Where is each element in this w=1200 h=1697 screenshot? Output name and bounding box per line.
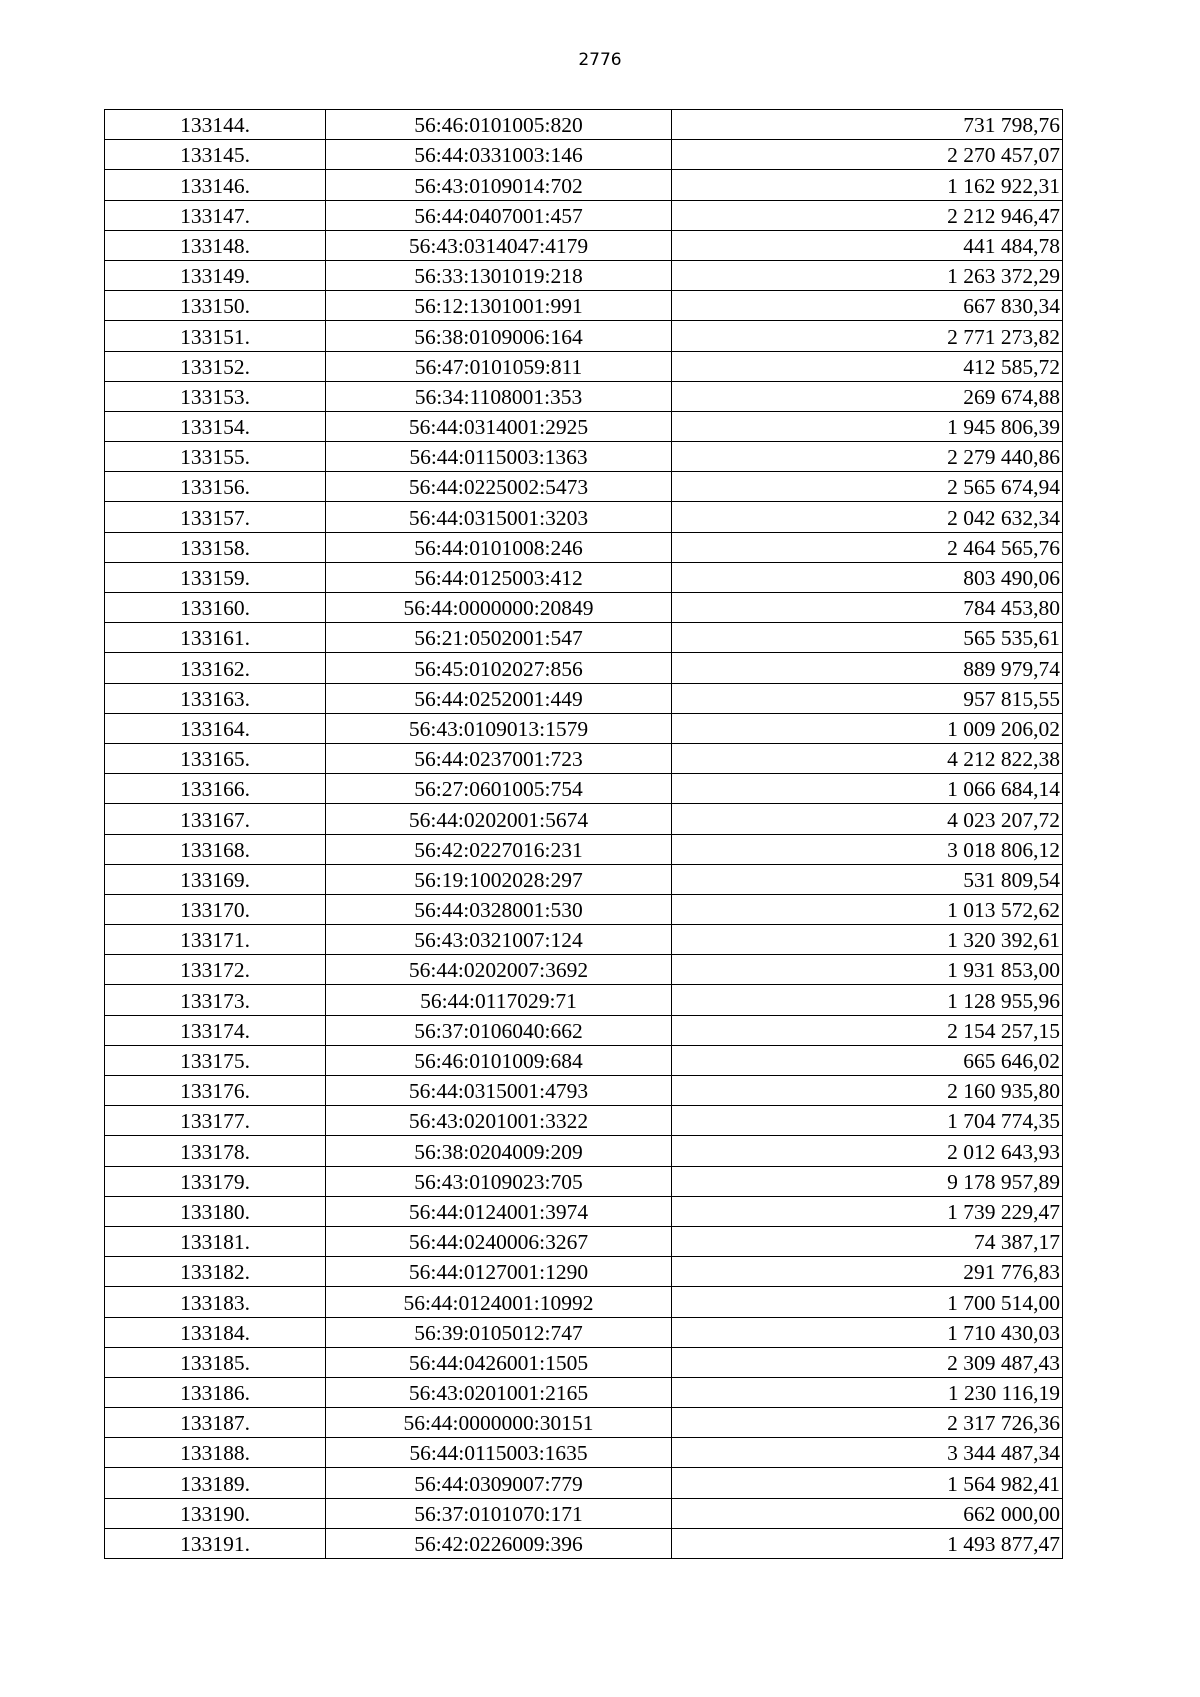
- table-row: [105, 1136, 1063, 1166]
- table-row: [105, 502, 1063, 532]
- row-number-cell: 133150.: [105, 291, 326, 321]
- cadastral-number-cell: 56:37:0106040:662: [326, 1015, 672, 1045]
- value-cell: 784 453,80: [672, 593, 1063, 623]
- value-cell: 2 270 457,07: [672, 140, 1063, 170]
- value-cell: 2 160 935,80: [672, 1076, 1063, 1106]
- cadastral-number-cell: 56:42:0226009:396: [326, 1528, 672, 1558]
- registry-table: [104, 109, 1063, 1559]
- cadastral-number-cell: 56:43:0109014:702: [326, 170, 672, 200]
- row-number-cell: 133175.: [105, 1045, 326, 1075]
- row-number-cell: 133153.: [105, 381, 326, 411]
- value-cell: 3 018 806,12: [672, 834, 1063, 864]
- page-number: 2776: [578, 50, 622, 70]
- row-number-cell: 133179.: [105, 1166, 326, 1196]
- table-row: [105, 1287, 1063, 1317]
- value-cell: 1 066 684,14: [672, 774, 1063, 804]
- value-cell: 665 646,02: [672, 1045, 1063, 1075]
- cadastral-number-cell: 56:44:0237001:723: [326, 743, 672, 773]
- row-number-cell: 133180.: [105, 1196, 326, 1226]
- value-cell: 2 309 487,43: [672, 1347, 1063, 1377]
- value-cell: 4 023 207,72: [672, 804, 1063, 834]
- value-cell: 1 931 853,00: [672, 955, 1063, 985]
- value-cell: 662 000,00: [672, 1498, 1063, 1528]
- cadastral-number-cell: 56:44:0331003:146: [326, 140, 672, 170]
- value-cell: 1 128 955,96: [672, 985, 1063, 1015]
- table-row: [105, 713, 1063, 743]
- table-row: [105, 593, 1063, 623]
- value-cell: 9 178 957,89: [672, 1166, 1063, 1196]
- row-number-cell: 133159.: [105, 562, 326, 592]
- table-row: [105, 140, 1063, 170]
- table-row: [105, 1468, 1063, 1498]
- table-row: [105, 834, 1063, 864]
- table-row: [105, 774, 1063, 804]
- cadastral-number-cell: 56:44:0426001:1505: [326, 1347, 672, 1377]
- table-row: [105, 170, 1063, 200]
- row-number-cell: 133164.: [105, 713, 326, 743]
- cadastral-number-cell: 56:44:0315001:4793: [326, 1076, 672, 1106]
- cadastral-number-cell: 56:43:0109023:705: [326, 1166, 672, 1196]
- value-cell: 2 042 632,34: [672, 502, 1063, 532]
- row-number-cell: 133144.: [105, 110, 326, 140]
- row-number-cell: 133176.: [105, 1076, 326, 1106]
- table-row: [105, 1076, 1063, 1106]
- cadastral-number-cell: 56:44:0202007:3692: [326, 955, 672, 985]
- row-number-cell: 133163.: [105, 683, 326, 713]
- value-cell: 2 279 440,86: [672, 442, 1063, 472]
- table-row: [105, 1106, 1063, 1136]
- cadastral-number-cell: 56:43:0201001:3322: [326, 1106, 672, 1136]
- row-number-cell: 133186.: [105, 1377, 326, 1407]
- registry-table-body: [105, 110, 1063, 1559]
- cadastral-number-cell: 56:44:0124001:3974: [326, 1196, 672, 1226]
- value-cell: 1 739 229,47: [672, 1196, 1063, 1226]
- table-row: [105, 381, 1063, 411]
- table-row: [105, 804, 1063, 834]
- value-cell: 291 776,83: [672, 1257, 1063, 1287]
- cadastral-number-cell: 56:38:0204009:209: [326, 1136, 672, 1166]
- row-number-cell: 133161.: [105, 623, 326, 653]
- table-row: [105, 532, 1063, 562]
- value-cell: 565 535,61: [672, 623, 1063, 653]
- row-number-cell: 133188.: [105, 1438, 326, 1468]
- table-row: [105, 1498, 1063, 1528]
- cadastral-number-cell: 56:44:0101008:246: [326, 532, 672, 562]
- row-number-cell: 133190.: [105, 1498, 326, 1528]
- cadastral-number-cell: 56:44:0124001:10992: [326, 1287, 672, 1317]
- row-number-cell: 133177.: [105, 1106, 326, 1136]
- row-number-cell: 133148.: [105, 230, 326, 260]
- table-row: [105, 864, 1063, 894]
- table-row: [105, 623, 1063, 653]
- table-row: [105, 1196, 1063, 1226]
- table-row: [105, 260, 1063, 290]
- value-cell: 441 484,78: [672, 230, 1063, 260]
- cadastral-number-cell: 56:44:0202001:5674: [326, 804, 672, 834]
- value-cell: 3 344 487,34: [672, 1438, 1063, 1468]
- cadastral-number-cell: 56:44:0000000:20849: [326, 593, 672, 623]
- row-number-cell: 133145.: [105, 140, 326, 170]
- row-number-cell: 133172.: [105, 955, 326, 985]
- value-cell: 1 320 392,61: [672, 925, 1063, 955]
- table-row: [105, 743, 1063, 773]
- cadastral-number-cell: 56:46:0101005:820: [326, 110, 672, 140]
- table-row: [105, 110, 1063, 140]
- cadastral-number-cell: 56:44:0115003:1363: [326, 442, 672, 472]
- row-number-cell: 133156.: [105, 472, 326, 502]
- table-row: [105, 1226, 1063, 1256]
- value-cell: 1 013 572,62: [672, 894, 1063, 924]
- row-number-cell: 133191.: [105, 1528, 326, 1558]
- table-row: [105, 985, 1063, 1015]
- row-number-cell: 133167.: [105, 804, 326, 834]
- value-cell: 1 945 806,39: [672, 411, 1063, 441]
- cadastral-number-cell: 56:19:1002028:297: [326, 864, 672, 894]
- row-number-cell: 133189.: [105, 1468, 326, 1498]
- table-row: [105, 1015, 1063, 1045]
- value-cell: 1 230 116,19: [672, 1377, 1063, 1407]
- row-number-cell: 133173.: [105, 985, 326, 1015]
- cadastral-number-cell: 56:12:1301001:991: [326, 291, 672, 321]
- table-row: [105, 562, 1063, 592]
- value-cell: 889 979,74: [672, 653, 1063, 683]
- row-number-cell: 133184.: [105, 1317, 326, 1347]
- cadastral-number-cell: 56:44:0407001:457: [326, 200, 672, 230]
- cadastral-number-cell: 56:33:1301019:218: [326, 260, 672, 290]
- cadastral-number-cell: 56:38:0109006:164: [326, 321, 672, 351]
- value-cell: 2 212 946,47: [672, 200, 1063, 230]
- row-number-cell: 133152.: [105, 351, 326, 381]
- row-number-cell: 133147.: [105, 200, 326, 230]
- cadastral-number-cell: 56:46:0101009:684: [326, 1045, 672, 1075]
- row-number-cell: 133178.: [105, 1136, 326, 1166]
- table-row: [105, 925, 1063, 955]
- table-row: [105, 1317, 1063, 1347]
- cadastral-number-cell: 56:44:0127001:1290: [326, 1257, 672, 1287]
- value-cell: 269 674,88: [672, 381, 1063, 411]
- value-cell: 957 815,55: [672, 683, 1063, 713]
- row-number-cell: 133171.: [105, 925, 326, 955]
- value-cell: 74 387,17: [672, 1226, 1063, 1256]
- table-row: [105, 1045, 1063, 1075]
- value-cell: 2 464 565,76: [672, 532, 1063, 562]
- row-number-cell: 133174.: [105, 1015, 326, 1045]
- value-cell: 2 317 726,36: [672, 1408, 1063, 1438]
- cadastral-number-cell: 56:44:0315001:3203: [326, 502, 672, 532]
- value-cell: 1 162 922,31: [672, 170, 1063, 200]
- table-row: [105, 1166, 1063, 1196]
- table-row: [105, 411, 1063, 441]
- row-number-cell: 133165.: [105, 743, 326, 773]
- row-number-cell: 133181.: [105, 1226, 326, 1256]
- table-row: [105, 442, 1063, 472]
- row-number-cell: 133183.: [105, 1287, 326, 1317]
- table-row: [105, 1528, 1063, 1558]
- table-row: [105, 1347, 1063, 1377]
- value-cell: 1 700 514,00: [672, 1287, 1063, 1317]
- table-row: [105, 351, 1063, 381]
- cadastral-number-cell: 56:44:0117029:71: [326, 985, 672, 1015]
- cadastral-number-cell: 56:44:0328001:530: [326, 894, 672, 924]
- row-number-cell: 133185.: [105, 1347, 326, 1377]
- table-row: [105, 200, 1063, 230]
- row-number-cell: 133187.: [105, 1408, 326, 1438]
- cadastral-number-cell: 56:45:0102027:856: [326, 653, 672, 683]
- table-row: [105, 1377, 1063, 1407]
- table-row: [105, 1408, 1063, 1438]
- value-cell: 667 830,34: [672, 291, 1063, 321]
- cadastral-number-cell: 56:43:0321007:124: [326, 925, 672, 955]
- row-number-cell: 133169.: [105, 864, 326, 894]
- value-cell: 1 263 372,29: [672, 260, 1063, 290]
- row-number-cell: 133182.: [105, 1257, 326, 1287]
- row-number-cell: 133155.: [105, 442, 326, 472]
- value-cell: 2 771 273,82: [672, 321, 1063, 351]
- cadastral-number-cell: 56:43:0201001:2165: [326, 1377, 672, 1407]
- table-row: [105, 894, 1063, 924]
- cadastral-number-cell: 56:44:0000000:30151: [326, 1408, 672, 1438]
- table-row: [105, 291, 1063, 321]
- value-cell: 1 710 430,03: [672, 1317, 1063, 1347]
- cadastral-number-cell: 56:47:0101059:811: [326, 351, 672, 381]
- table-row: [105, 472, 1063, 502]
- table-row: [105, 321, 1063, 351]
- cadastral-number-cell: 56:44:0309007:779: [326, 1468, 672, 1498]
- value-cell: 1 564 982,41: [672, 1468, 1063, 1498]
- value-cell: 1 704 774,35: [672, 1106, 1063, 1136]
- row-number-cell: 133146.: [105, 170, 326, 200]
- cadastral-number-cell: 56:44:0115003:1635: [326, 1438, 672, 1468]
- row-number-cell: 133157.: [105, 502, 326, 532]
- cadastral-number-cell: 56:27:0601005:754: [326, 774, 672, 804]
- row-number-cell: 133158.: [105, 532, 326, 562]
- cadastral-number-cell: 56:39:0105012:747: [326, 1317, 672, 1347]
- row-number-cell: 133170.: [105, 894, 326, 924]
- cadastral-number-cell: 56:44:0240006:3267: [326, 1226, 672, 1256]
- table-row: [105, 683, 1063, 713]
- table-row: [105, 1257, 1063, 1287]
- cadastral-number-cell: 56:44:0252001:449: [326, 683, 672, 713]
- table-row: [105, 230, 1063, 260]
- cadastral-number-cell: 56:44:0225002:5473: [326, 472, 672, 502]
- cadastral-number-cell: 56:21:0502001:547: [326, 623, 672, 653]
- value-cell: 412 585,72: [672, 351, 1063, 381]
- cadastral-number-cell: 56:44:0314001:2925: [326, 411, 672, 441]
- table-row: [105, 1438, 1063, 1468]
- value-cell: 2 565 674,94: [672, 472, 1063, 502]
- cadastral-number-cell: 56:42:0227016:231: [326, 834, 672, 864]
- value-cell: 2 154 257,15: [672, 1015, 1063, 1045]
- value-cell: 531 809,54: [672, 864, 1063, 894]
- row-number-cell: 133149.: [105, 260, 326, 290]
- cadastral-number-cell: 56:43:0109013:1579: [326, 713, 672, 743]
- cadastral-number-cell: 56:44:0125003:412: [326, 562, 672, 592]
- row-number-cell: 133154.: [105, 411, 326, 441]
- row-number-cell: 133168.: [105, 834, 326, 864]
- value-cell: 2 012 643,93: [672, 1136, 1063, 1166]
- value-cell: 731 798,76: [672, 110, 1063, 140]
- value-cell: 4 212 822,38: [672, 743, 1063, 773]
- table-row: [105, 955, 1063, 985]
- row-number-cell: 133162.: [105, 653, 326, 683]
- value-cell: 803 490,06: [672, 562, 1063, 592]
- row-number-cell: 133166.: [105, 774, 326, 804]
- value-cell: 1 493 877,47: [672, 1528, 1063, 1558]
- value-cell: 1 009 206,02: [672, 713, 1063, 743]
- row-number-cell: 133160.: [105, 593, 326, 623]
- table-row: [105, 653, 1063, 683]
- row-number-cell: 133151.: [105, 321, 326, 351]
- cadastral-number-cell: 56:34:1108001:353: [326, 381, 672, 411]
- cadastral-number-cell: 56:43:0314047:4179: [326, 230, 672, 260]
- cadastral-number-cell: 56:37:0101070:171: [326, 1498, 672, 1528]
